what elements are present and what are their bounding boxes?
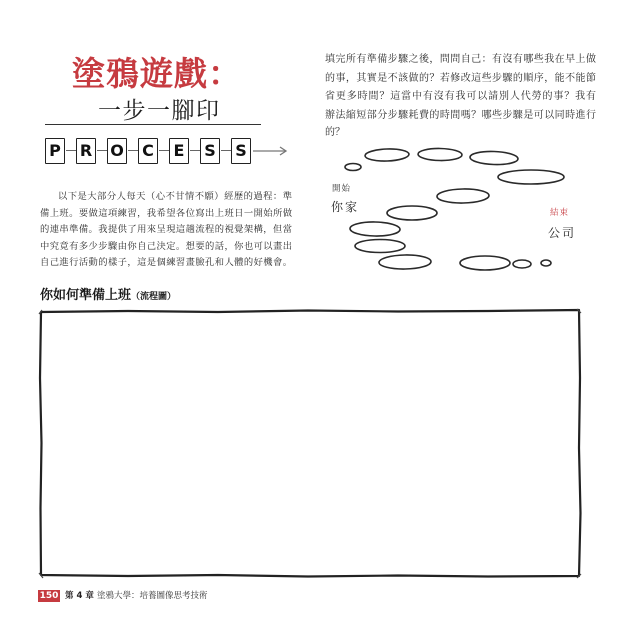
step-oval bbox=[513, 260, 531, 268]
process-letter-box: S bbox=[200, 138, 220, 164]
process-letter-box: S bbox=[231, 138, 251, 164]
paragraph-line: 的？ bbox=[325, 127, 345, 138]
process-connector bbox=[128, 150, 138, 151]
paragraph-line: 填完所有準備步驟之後，問問自己：有沒有哪些我在早上做 bbox=[325, 54, 596, 65]
paragraph-line: 的連串準備。我提供了用來呈現這趟流程的視覺架構，但當 bbox=[40, 224, 292, 235]
step-oval bbox=[498, 170, 564, 184]
game-subtitle: 一步一腳印 bbox=[98, 98, 221, 124]
process-connector bbox=[97, 150, 107, 151]
paragraph-line: 自己進行活動的樣子，這是個練習畫臉孔和人體的好機會。 bbox=[40, 257, 292, 268]
paragraph-line: 的事，其實是不該做的？若修改這些步驟的順序，能不能節 bbox=[325, 73, 596, 84]
game-title: 塗鴉遊戲： bbox=[72, 54, 242, 93]
start-label: 你家 bbox=[331, 200, 360, 214]
process-letter-box: E bbox=[169, 138, 189, 164]
process-letter-box: O bbox=[107, 138, 127, 164]
worksheet-heading-text: 你如何準備上班 bbox=[40, 288, 132, 303]
process-connector bbox=[159, 150, 169, 151]
step-oval bbox=[345, 164, 361, 171]
worksheet-heading-note: （流程圖） bbox=[131, 292, 177, 302]
worksheet-heading bbox=[40, 287, 176, 306]
step-oval bbox=[379, 255, 431, 270]
step-oval bbox=[350, 222, 400, 237]
start-tag: 開始 bbox=[332, 184, 352, 194]
step-oval bbox=[460, 256, 510, 270]
paragraph-line: 省更多時間？這當中有沒有我可以請別人代勞的事？我有 bbox=[325, 91, 596, 102]
process-letter-box: P bbox=[45, 138, 65, 164]
step-oval bbox=[387, 206, 437, 220]
paragraph-line: 中究竟有多少步驟由你自己決定。想要的話，你也可以畫出 bbox=[40, 240, 292, 252]
drawing-frame-border bbox=[40, 310, 581, 577]
process-letter-box: C bbox=[138, 138, 158, 164]
paragraph-line: 辦法縮短部分步驟耗費的時間嗎？哪些步驟是可以同時進行 bbox=[325, 110, 596, 121]
title-divider bbox=[45, 124, 261, 125]
process-connector bbox=[190, 150, 200, 151]
flowchart-drawing-area bbox=[38, 308, 584, 580]
step-oval bbox=[470, 151, 518, 166]
book-title: 塗鴉大學：培養圖像思考技術 bbox=[97, 591, 208, 601]
chapter-label: 第 4 章 bbox=[65, 591, 94, 601]
step-oval bbox=[541, 260, 551, 266]
drawing-frame-corner-strokes bbox=[39, 309, 581, 578]
step-oval bbox=[365, 148, 409, 162]
arrow-right-icon bbox=[252, 145, 289, 157]
process-connector bbox=[66, 150, 76, 151]
process-connector bbox=[221, 150, 231, 151]
end-tag: 結束 bbox=[550, 208, 570, 218]
page-number: 150 bbox=[39, 591, 59, 601]
paragraph-line: 以下是大部分人每天（心不甘情不願）經歷的過程：準 bbox=[58, 191, 292, 202]
process-letter-box: R bbox=[76, 138, 96, 164]
end-label: 公司 bbox=[548, 226, 577, 240]
paragraph-line: 備上班。要做這項練習，我希望各位寫出上班日一開始所做 bbox=[40, 207, 292, 219]
step-oval bbox=[437, 189, 489, 204]
step-oval bbox=[355, 240, 405, 253]
step-oval bbox=[418, 148, 462, 161]
